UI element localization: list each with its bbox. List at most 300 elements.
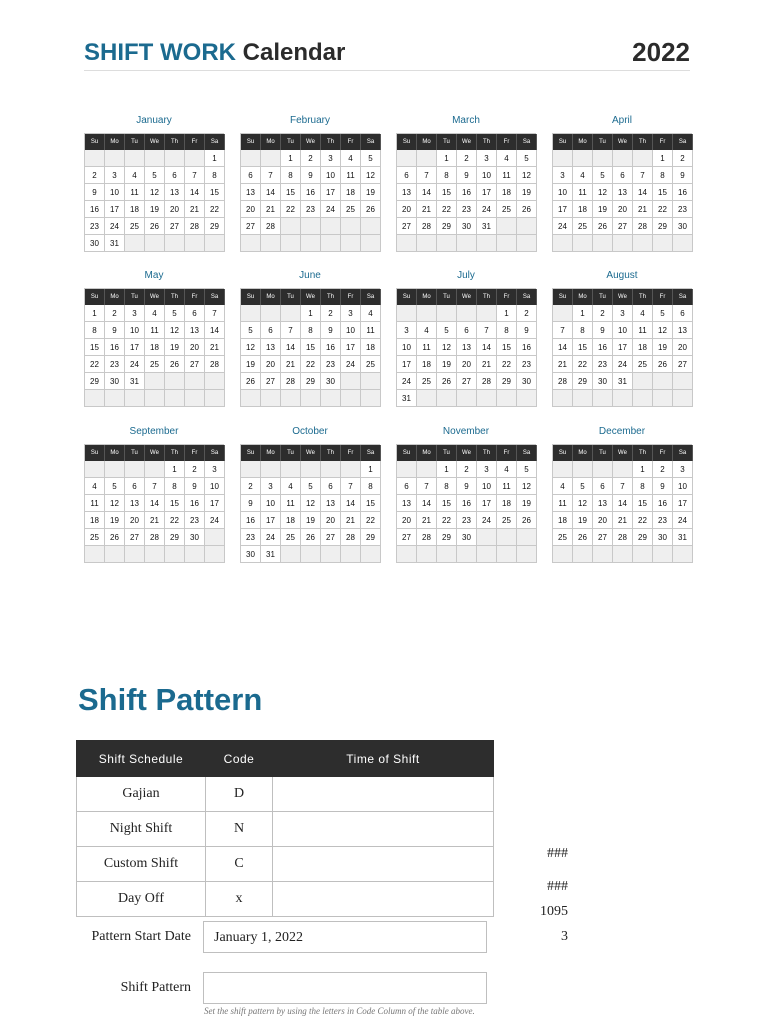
day-cell[interactable]: 12	[361, 167, 381, 184]
day-cell[interactable]: 2	[457, 461, 477, 478]
code-cell[interactable]: N	[206, 812, 273, 847]
code-cell[interactable]: C	[206, 847, 273, 882]
day-cell[interactable]: 8	[437, 167, 457, 184]
day-cell[interactable]: 24	[477, 201, 497, 218]
day-cell[interactable]: 29	[301, 373, 321, 390]
day-cell[interactable]: 25	[573, 218, 593, 235]
day-cell[interactable]: 3	[125, 305, 145, 322]
day-cell[interactable]: 15	[205, 184, 225, 201]
day-cell[interactable]: 10	[321, 167, 341, 184]
day-cell[interactable]: 18	[417, 356, 437, 373]
day-cell[interactable]: 6	[321, 478, 341, 495]
day-cell[interactable]: 31	[477, 218, 497, 235]
day-cell[interactable]: 13	[125, 495, 145, 512]
day-cell[interactable]: 21	[145, 512, 165, 529]
day-cell[interactable]: 30	[517, 373, 537, 390]
day-cell[interactable]: 7	[613, 478, 633, 495]
day-cell[interactable]: 14	[281, 339, 301, 356]
day-cell[interactable]: 4	[633, 305, 653, 322]
day-cell[interactable]: 13	[397, 184, 417, 201]
day-cell[interactable]: 10	[477, 167, 497, 184]
day-cell[interactable]: 24	[397, 373, 417, 390]
day-cell[interactable]: 11	[497, 167, 517, 184]
day-cell[interactable]: 31	[397, 390, 417, 407]
day-cell[interactable]: 26	[517, 201, 537, 218]
day-cell[interactable]: 11	[497, 478, 517, 495]
day-cell[interactable]: 11	[361, 322, 381, 339]
day-cell[interactable]: 6	[397, 478, 417, 495]
day-cell[interactable]: 12	[573, 495, 593, 512]
day-cell[interactable]: 13	[261, 339, 281, 356]
day-cell[interactable]: 17	[125, 339, 145, 356]
day-cell[interactable]: 15	[573, 339, 593, 356]
day-cell[interactable]: 30	[185, 529, 205, 546]
day-cell[interactable]: 26	[517, 512, 537, 529]
day-cell[interactable]: 13	[185, 322, 205, 339]
day-cell[interactable]: 21	[281, 356, 301, 373]
day-cell[interactable]: 20	[613, 201, 633, 218]
day-cell[interactable]: 16	[85, 201, 105, 218]
day-cell[interactable]: 20	[397, 201, 417, 218]
day-cell[interactable]: 19	[593, 201, 613, 218]
day-cell[interactable]: 11	[553, 495, 573, 512]
day-cell[interactable]: 27	[457, 373, 477, 390]
day-cell[interactable]: 7	[553, 322, 573, 339]
day-cell[interactable]: 21	[633, 201, 653, 218]
day-cell[interactable]: 29	[361, 529, 381, 546]
day-cell[interactable]: 7	[633, 167, 653, 184]
day-cell[interactable]: 8	[281, 167, 301, 184]
day-cell[interactable]: 12	[437, 339, 457, 356]
day-cell[interactable]: 27	[673, 356, 693, 373]
day-cell[interactable]: 12	[653, 322, 673, 339]
day-cell[interactable]: 26	[573, 529, 593, 546]
day-cell[interactable]: 15	[653, 184, 673, 201]
day-cell[interactable]: 10	[673, 478, 693, 495]
day-cell[interactable]: 10	[341, 322, 361, 339]
day-cell[interactable]: 26	[301, 529, 321, 546]
day-cell[interactable]: 15	[437, 184, 457, 201]
day-cell[interactable]: 4	[361, 305, 381, 322]
day-cell[interactable]: 2	[105, 305, 125, 322]
day-cell[interactable]: 30	[321, 373, 341, 390]
day-cell[interactable]: 29	[437, 218, 457, 235]
day-cell[interactable]: 22	[205, 201, 225, 218]
day-cell[interactable]: 23	[653, 512, 673, 529]
day-cell[interactable]: 31	[105, 235, 125, 252]
day-cell[interactable]: 8	[301, 322, 321, 339]
day-cell[interactable]: 19	[437, 356, 457, 373]
day-cell[interactable]: 7	[261, 167, 281, 184]
day-cell[interactable]: 12	[301, 495, 321, 512]
day-cell[interactable]: 29	[633, 529, 653, 546]
day-cell[interactable]: 18	[341, 184, 361, 201]
day-cell[interactable]: 22	[653, 201, 673, 218]
day-cell[interactable]: 24	[613, 356, 633, 373]
day-cell[interactable]: 15	[85, 339, 105, 356]
day-cell[interactable]: 25	[497, 201, 517, 218]
day-cell[interactable]: 5	[301, 478, 321, 495]
day-cell[interactable]: 18	[497, 495, 517, 512]
day-cell[interactable]: 19	[105, 512, 125, 529]
day-cell[interactable]: 14	[205, 322, 225, 339]
day-cell[interactable]: 16	[241, 512, 261, 529]
schedule-cell[interactable]: Custom Shift	[77, 847, 206, 882]
day-cell[interactable]: 13	[397, 495, 417, 512]
day-cell[interactable]: 20	[185, 339, 205, 356]
day-cell[interactable]: 1	[497, 305, 517, 322]
day-cell[interactable]: 19	[573, 512, 593, 529]
day-cell[interactable]: 17	[321, 184, 341, 201]
day-cell[interactable]: 25	[145, 356, 165, 373]
day-cell[interactable]: 10	[125, 322, 145, 339]
day-cell[interactable]: 1	[437, 461, 457, 478]
day-cell[interactable]: 26	[653, 356, 673, 373]
day-cell[interactable]: 21	[205, 339, 225, 356]
day-cell[interactable]: 16	[517, 339, 537, 356]
day-cell[interactable]: 22	[301, 356, 321, 373]
day-cell[interactable]: 6	[261, 322, 281, 339]
shift-pattern-field[interactable]	[203, 972, 487, 1004]
day-cell[interactable]: 27	[185, 356, 205, 373]
day-cell[interactable]: 23	[241, 529, 261, 546]
day-cell[interactable]: 30	[457, 218, 477, 235]
time-cell[interactable]	[273, 882, 494, 917]
day-cell[interactable]: 19	[241, 356, 261, 373]
day-cell[interactable]: 2	[241, 478, 261, 495]
day-cell[interactable]: 10	[105, 184, 125, 201]
day-cell[interactable]: 21	[417, 201, 437, 218]
day-cell[interactable]: 8	[573, 322, 593, 339]
day-cell[interactable]: 7	[281, 322, 301, 339]
day-cell[interactable]: 9	[517, 322, 537, 339]
day-cell[interactable]: 20	[593, 512, 613, 529]
day-cell[interactable]: 27	[613, 218, 633, 235]
day-cell[interactable]: 4	[125, 167, 145, 184]
day-cell[interactable]: 11	[145, 322, 165, 339]
day-cell[interactable]: 6	[125, 478, 145, 495]
day-cell[interactable]: 21	[185, 201, 205, 218]
day-cell[interactable]: 28	[553, 373, 573, 390]
day-cell[interactable]: 23	[457, 201, 477, 218]
day-cell[interactable]: 4	[281, 478, 301, 495]
day-cell[interactable]: 16	[457, 184, 477, 201]
day-cell[interactable]: 22	[633, 512, 653, 529]
day-cell[interactable]: 24	[321, 201, 341, 218]
day-cell[interactable]: 3	[105, 167, 125, 184]
day-cell[interactable]: 29	[573, 373, 593, 390]
day-cell[interactable]: 21	[261, 201, 281, 218]
day-cell[interactable]: 25	[553, 529, 573, 546]
day-cell[interactable]: 25	[633, 356, 653, 373]
day-cell[interactable]: 31	[673, 529, 693, 546]
day-cell[interactable]: 5	[593, 167, 613, 184]
day-cell[interactable]: 26	[145, 218, 165, 235]
day-cell[interactable]: 16	[457, 495, 477, 512]
day-cell[interactable]: 10	[397, 339, 417, 356]
day-cell[interactable]: 12	[241, 339, 261, 356]
day-cell[interactable]: 11	[573, 184, 593, 201]
day-cell[interactable]: 21	[613, 512, 633, 529]
day-cell[interactable]: 16	[653, 495, 673, 512]
day-cell[interactable]: 9	[457, 478, 477, 495]
day-cell[interactable]: 24	[205, 512, 225, 529]
day-cell[interactable]: 31	[261, 546, 281, 563]
day-cell[interactable]: 4	[417, 322, 437, 339]
day-cell[interactable]: 7	[145, 478, 165, 495]
day-cell[interactable]: 8	[497, 322, 517, 339]
day-cell[interactable]: 20	[457, 356, 477, 373]
day-cell[interactable]: 5	[145, 167, 165, 184]
day-cell[interactable]: 28	[477, 373, 497, 390]
day-cell[interactable]: 1	[85, 305, 105, 322]
day-cell[interactable]: 12	[517, 167, 537, 184]
day-cell[interactable]: 4	[553, 478, 573, 495]
day-cell[interactable]: 27	[261, 373, 281, 390]
day-cell[interactable]: 8	[85, 322, 105, 339]
day-cell[interactable]: 9	[301, 167, 321, 184]
day-cell[interactable]: 9	[241, 495, 261, 512]
day-cell[interactable]: 25	[497, 512, 517, 529]
day-cell[interactable]: 24	[105, 218, 125, 235]
day-cell[interactable]: 3	[397, 322, 417, 339]
day-cell[interactable]: 20	[125, 512, 145, 529]
day-cell[interactable]: 4	[85, 478, 105, 495]
day-cell[interactable]: 12	[105, 495, 125, 512]
day-cell[interactable]: 3	[477, 461, 497, 478]
day-cell[interactable]: 28	[417, 218, 437, 235]
day-cell[interactable]: 27	[397, 529, 417, 546]
day-cell[interactable]: 22	[437, 201, 457, 218]
day-cell[interactable]: 6	[593, 478, 613, 495]
day-cell[interactable]: 28	[281, 373, 301, 390]
day-cell[interactable]: 29	[165, 529, 185, 546]
day-cell[interactable]: 27	[593, 529, 613, 546]
day-cell[interactable]: 26	[437, 373, 457, 390]
day-cell[interactable]: 15	[165, 495, 185, 512]
day-cell[interactable]: 9	[673, 167, 693, 184]
day-cell[interactable]: 14	[261, 184, 281, 201]
day-cell[interactable]: 1	[573, 305, 593, 322]
day-cell[interactable]: 18	[361, 339, 381, 356]
day-cell[interactable]: 27	[125, 529, 145, 546]
day-cell[interactable]: 21	[477, 356, 497, 373]
day-cell[interactable]: 1	[633, 461, 653, 478]
time-cell[interactable]	[273, 812, 494, 847]
day-cell[interactable]: 23	[673, 201, 693, 218]
day-cell[interactable]: 28	[205, 356, 225, 373]
day-cell[interactable]: 19	[517, 184, 537, 201]
day-cell[interactable]: 19	[517, 495, 537, 512]
day-cell[interactable]: 6	[397, 167, 417, 184]
day-cell[interactable]: 22	[281, 201, 301, 218]
day-cell[interactable]: 3	[613, 305, 633, 322]
day-cell[interactable]: 11	[341, 167, 361, 184]
day-cell[interactable]: 21	[341, 512, 361, 529]
day-cell[interactable]: 16	[301, 184, 321, 201]
day-cell[interactable]: 3	[553, 167, 573, 184]
day-cell[interactable]: 2	[593, 305, 613, 322]
day-cell[interactable]: 2	[517, 305, 537, 322]
day-cell[interactable]: 30	[457, 529, 477, 546]
day-cell[interactable]: 3	[341, 305, 361, 322]
day-cell[interactable]: 9	[457, 167, 477, 184]
day-cell[interactable]: 8	[205, 167, 225, 184]
day-cell[interactable]: 17	[553, 201, 573, 218]
day-cell[interactable]: 16	[105, 339, 125, 356]
day-cell[interactable]: 25	[281, 529, 301, 546]
day-cell[interactable]: 8	[437, 478, 457, 495]
day-cell[interactable]: 13	[613, 184, 633, 201]
day-cell[interactable]: 23	[185, 512, 205, 529]
code-cell[interactable]: D	[206, 777, 273, 812]
day-cell[interactable]: 24	[553, 218, 573, 235]
day-cell[interactable]: 17	[341, 339, 361, 356]
day-cell[interactable]: 25	[361, 356, 381, 373]
day-cell[interactable]: 8	[653, 167, 673, 184]
day-cell[interactable]: 17	[261, 512, 281, 529]
day-cell[interactable]: 2	[673, 150, 693, 167]
day-cell[interactable]: 28	[261, 218, 281, 235]
day-cell[interactable]: 30	[593, 373, 613, 390]
day-cell[interactable]: 28	[145, 529, 165, 546]
day-cell[interactable]: 14	[341, 495, 361, 512]
day-cell[interactable]: 6	[613, 167, 633, 184]
day-cell[interactable]: 27	[165, 218, 185, 235]
day-cell[interactable]: 20	[165, 201, 185, 218]
day-cell[interactable]: 1	[281, 150, 301, 167]
day-cell[interactable]: 14	[613, 495, 633, 512]
day-cell[interactable]: 9	[185, 478, 205, 495]
time-cell[interactable]	[273, 847, 494, 882]
day-cell[interactable]: 2	[321, 305, 341, 322]
time-cell[interactable]	[273, 777, 494, 812]
day-cell[interactable]: 20	[397, 512, 417, 529]
day-cell[interactable]: 26	[361, 201, 381, 218]
day-cell[interactable]: 30	[241, 546, 261, 563]
day-cell[interactable]: 11	[125, 184, 145, 201]
day-cell[interactable]: 11	[281, 495, 301, 512]
day-cell[interactable]: 22	[361, 512, 381, 529]
day-cell[interactable]: 17	[673, 495, 693, 512]
day-cell[interactable]: 15	[281, 184, 301, 201]
day-cell[interactable]: 17	[477, 184, 497, 201]
day-cell[interactable]: 17	[397, 356, 417, 373]
day-cell[interactable]: 3	[261, 478, 281, 495]
day-cell[interactable]: 4	[573, 167, 593, 184]
day-cell[interactable]: 15	[437, 495, 457, 512]
day-cell[interactable]: 9	[321, 322, 341, 339]
day-cell[interactable]: 7	[185, 167, 205, 184]
day-cell[interactable]: 30	[85, 235, 105, 252]
day-cell[interactable]: 26	[165, 356, 185, 373]
day-cell[interactable]: 20	[321, 512, 341, 529]
day-cell[interactable]: 14	[145, 495, 165, 512]
day-cell[interactable]: 9	[653, 478, 673, 495]
day-cell[interactable]: 14	[477, 339, 497, 356]
day-cell[interactable]: 3	[477, 150, 497, 167]
day-cell[interactable]: 26	[241, 373, 261, 390]
day-cell[interactable]: 22	[573, 356, 593, 373]
day-cell[interactable]: 28	[185, 218, 205, 235]
day-cell[interactable]: 15	[361, 495, 381, 512]
day-cell[interactable]: 5	[573, 478, 593, 495]
day-cell[interactable]: 12	[517, 478, 537, 495]
day-cell[interactable]: 7	[417, 478, 437, 495]
schedule-cell[interactable]: Day Off	[77, 882, 206, 917]
day-cell[interactable]: 2	[185, 461, 205, 478]
day-cell[interactable]: 30	[673, 218, 693, 235]
day-cell[interactable]: 5	[361, 150, 381, 167]
day-cell[interactable]: 3	[321, 150, 341, 167]
day-cell[interactable]: 2	[85, 167, 105, 184]
day-cell[interactable]: 7	[417, 167, 437, 184]
day-cell[interactable]: 14	[553, 339, 573, 356]
day-cell[interactable]: 18	[497, 184, 517, 201]
day-cell[interactable]: 10	[477, 478, 497, 495]
day-cell[interactable]: 5	[165, 305, 185, 322]
day-cell[interactable]: 12	[593, 184, 613, 201]
day-cell[interactable]: 6	[673, 305, 693, 322]
day-cell[interactable]: 19	[145, 201, 165, 218]
day-cell[interactable]: 15	[301, 339, 321, 356]
day-cell[interactable]: 28	[633, 218, 653, 235]
day-cell[interactable]: 5	[517, 461, 537, 478]
day-cell[interactable]: 1	[653, 150, 673, 167]
day-cell[interactable]: 9	[85, 184, 105, 201]
day-cell[interactable]: 18	[281, 512, 301, 529]
day-cell[interactable]: 8	[361, 478, 381, 495]
day-cell[interactable]: 1	[165, 461, 185, 478]
day-cell[interactable]: 10	[261, 495, 281, 512]
day-cell[interactable]: 14	[185, 184, 205, 201]
day-cell[interactable]: 18	[573, 201, 593, 218]
day-cell[interactable]: 9	[105, 322, 125, 339]
day-cell[interactable]: 28	[613, 529, 633, 546]
day-cell[interactable]: 4	[341, 150, 361, 167]
day-cell[interactable]: 16	[593, 339, 613, 356]
day-cell[interactable]: 21	[553, 356, 573, 373]
day-cell[interactable]: 16	[321, 339, 341, 356]
schedule-cell[interactable]: Night Shift	[77, 812, 206, 847]
day-cell[interactable]: 25	[125, 218, 145, 235]
day-cell[interactable]: 11	[85, 495, 105, 512]
day-cell[interactable]: 27	[321, 529, 341, 546]
day-cell[interactable]: 23	[85, 218, 105, 235]
day-cell[interactable]: 29	[205, 218, 225, 235]
day-cell[interactable]: 18	[633, 339, 653, 356]
day-cell[interactable]: 18	[125, 201, 145, 218]
day-cell[interactable]: 13	[241, 184, 261, 201]
day-cell[interactable]: 1	[361, 461, 381, 478]
day-cell[interactable]: 12	[165, 322, 185, 339]
day-cell[interactable]: 8	[165, 478, 185, 495]
day-cell[interactable]: 17	[477, 495, 497, 512]
day-cell[interactable]: 9	[593, 322, 613, 339]
day-cell[interactable]: 6	[165, 167, 185, 184]
day-cell[interactable]: 22	[437, 512, 457, 529]
day-cell[interactable]: 13	[593, 495, 613, 512]
day-cell[interactable]: 8	[633, 478, 653, 495]
day-cell[interactable]: 16	[673, 184, 693, 201]
day-cell[interactable]: 29	[85, 373, 105, 390]
day-cell[interactable]: 5	[517, 150, 537, 167]
day-cell[interactable]: 2	[457, 150, 477, 167]
day-cell[interactable]: 24	[261, 529, 281, 546]
day-cell[interactable]: 11	[417, 339, 437, 356]
schedule-cell[interactable]: Gajian	[77, 777, 206, 812]
day-cell[interactable]: 18	[85, 512, 105, 529]
